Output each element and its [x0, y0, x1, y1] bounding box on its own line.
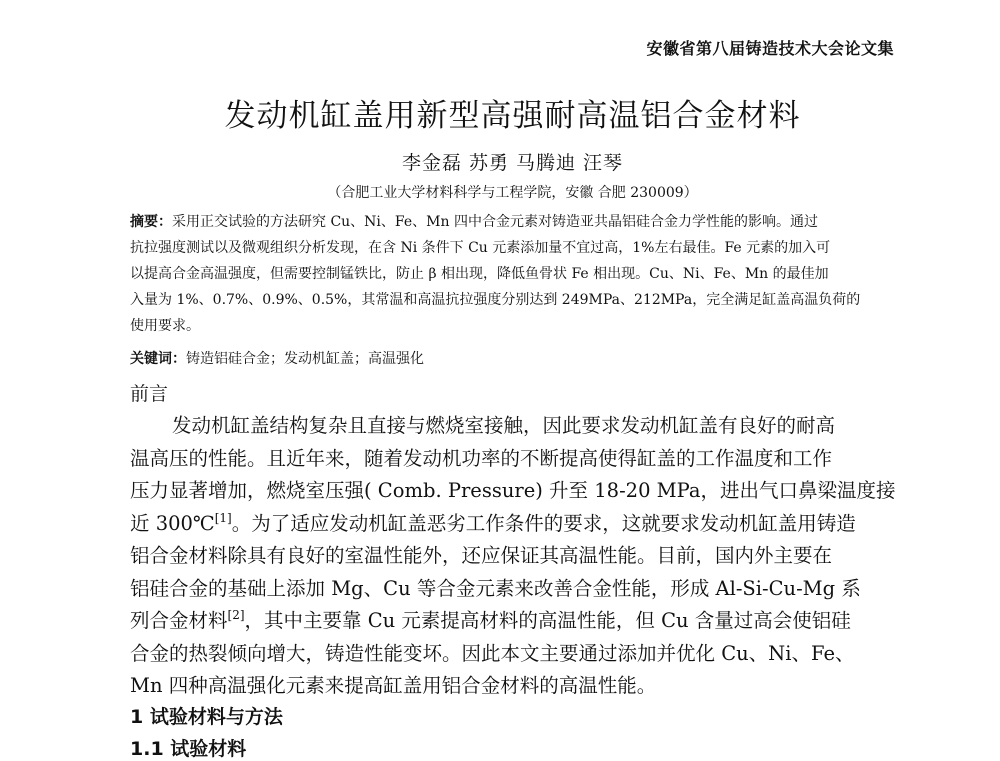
section-heading-preface: 前言 — [130, 383, 169, 405]
author-list: 李金磊 苏勇 马腾迪 汪琴 — [401, 152, 624, 174]
abstract-line: 入量为 1%、0.7%、0.9%、0.5%，其常温和高温抗拉强度分别达到 249MPa、212MPa，完全满足缸盖高温负荷的 — [130, 292, 861, 308]
paragraph-line: 压力显著增加，燃烧室压强( Comb. Pressure) 升至 18-20 MPa，进出气口鼻梁温度接 — [130, 479, 896, 502]
section-heading-1: 1 试验材料与方法 — [130, 706, 283, 728]
abstract-label: 摘要： — [130, 214, 172, 230]
header-rule — [130, 68, 895, 69]
keywords — [130, 348, 895, 368]
abstract — [130, 209, 895, 339]
paragraph-text: 列合金材料 — [130, 609, 228, 632]
citation-ref[interactable]: [1] — [214, 510, 232, 525]
citation-ref[interactable]: [2] — [227, 608, 245, 622]
keywords-label: 关键词： — [130, 351, 186, 367]
keywords-text: 铸造铝硅合金；发动机缸盖；高温强化 — [186, 351, 424, 367]
abstract-line: 使用要求。 — [130, 318, 200, 334]
paragraph-text: ，其中主要靠 Cu 元素提高材料的高温性能，但 Cu 含量过高会使铝硅 — [244, 609, 851, 632]
paper-title: 发动机缸盖用新型高强耐高温铝合金材料 — [224, 98, 801, 134]
abstract-line — [130, 209, 895, 235]
body-paragraph — [130, 410, 895, 703]
paragraph-line: 合金的热裂倾向增大，铸造性能变坏。因此本文主要通过添加并优化 Cu、Ni、Fe、 — [130, 641, 855, 665]
abstract-text: 采用正交试验的方法研究 Cu、Ni、Fe、Mn 四中合金元素对铸造亚共晶铝硅合金力学性能的影响。通过 — [172, 214, 818, 230]
paragraph-line — [130, 508, 895, 541]
section-heading-1-1: 1.1 试验材料 — [130, 738, 247, 760]
paragraph-line: Mn 四种高温强化元素来提高缸盖用铝合金材料的高温性能。 — [130, 674, 657, 697]
running-header: 安徽省第八届铸造技术大会论文集 — [646, 39, 894, 58]
affiliation: （合肥工业大学材料科学与工程学院，安徽 合肥 230009） — [327, 185, 698, 201]
paragraph-text: 。为了适应发动机缸盖恶劣工作条件的要求，这就要求发动机缸盖用铸造 — [231, 511, 856, 535]
paragraph-line: 发动机缸盖结构复杂且直接与燃烧室接触，因此要求发动机缸盖有良好的耐高 — [172, 414, 836, 437]
paragraph-line: 温高压的性能。且近年来，随着发动机功率的不断提高使得缸盖的工作温度和工作 — [130, 446, 833, 470]
paragraph-line: 铝合金材料除具有良好的室温性能外，还应保证其高温性能。目前，国内外主要在 — [130, 544, 833, 567]
abstract-line: 抗拉强度测试以及微观组织分析发现，在含 Ni 条件下 Cu 元素添加量不宜过高，1%左右最佳。Fe 元素的加入可 — [130, 240, 831, 256]
paragraph-line: 铝硅合金的基础上添加 Mg、Cu 等合金元素来改善合金性能，形成 Al-Si-Cu-Mg 系 — [130, 576, 861, 600]
abstract-line: 以提高合金高温强度，但需要控制锰铁比，防止 β 相出现，降低鱼骨状 Fe 相出现。Cu、Ni、Fe、Mn 的最佳加 — [130, 266, 829, 282]
paragraph-text: 近 300℃ — [130, 511, 215, 535]
paragraph-line — [130, 605, 895, 638]
